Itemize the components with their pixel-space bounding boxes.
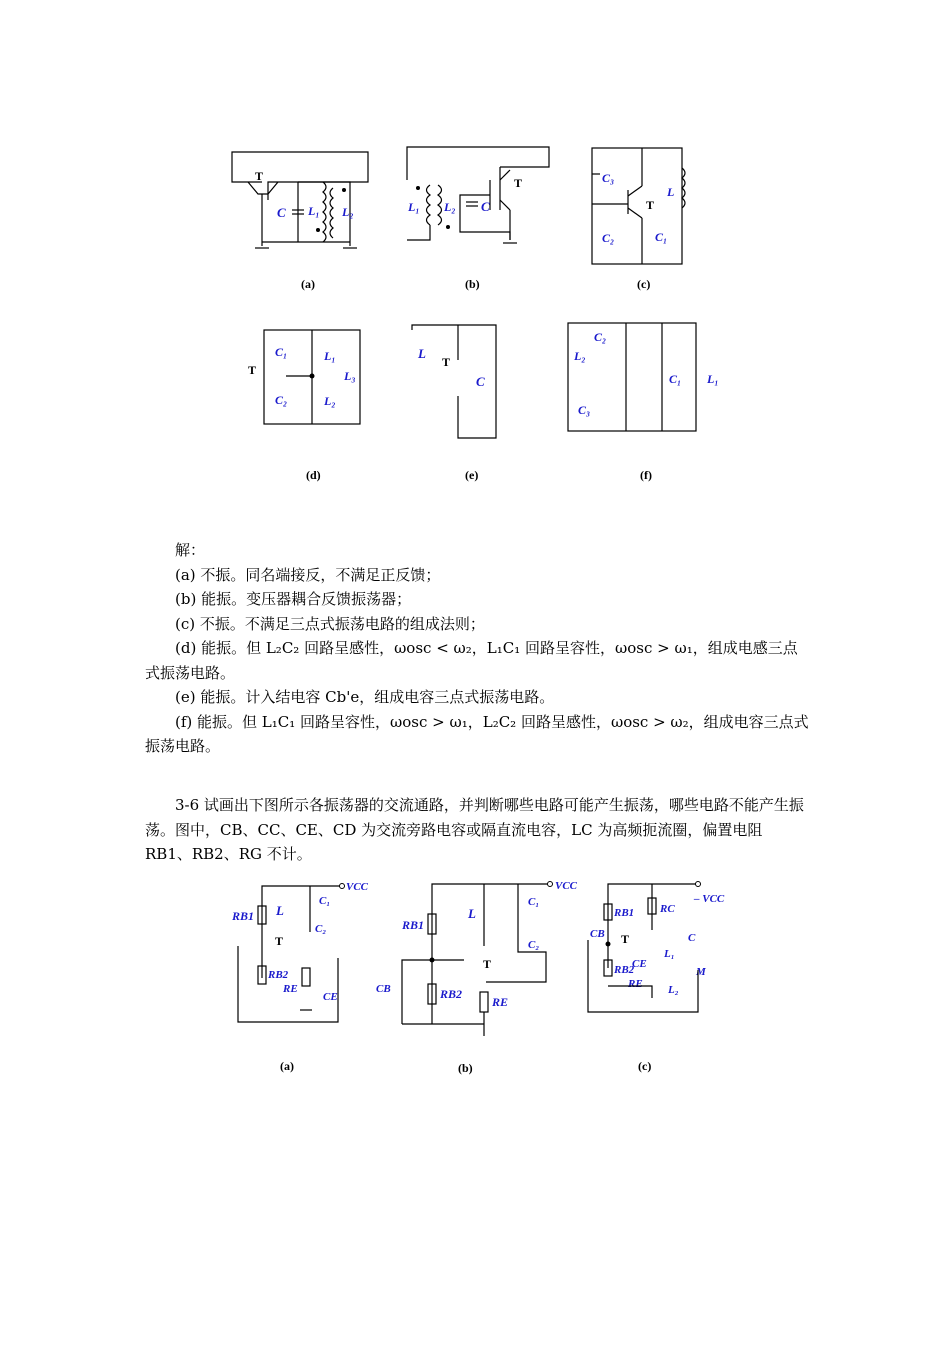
svg-text:C₃: C₃ xyxy=(578,403,591,417)
svg-text:L₁: L₁ xyxy=(308,204,320,218)
caption-d: (d) xyxy=(306,468,321,482)
solution-line-c: (c) 不振。不满足三点式振荡电路的组成法则； xyxy=(175,614,485,633)
svg-text:L: L xyxy=(667,185,675,199)
caption-2c: (c) xyxy=(638,1059,652,1073)
svg-text:C₂: C₂ xyxy=(602,231,615,245)
solution-line-f: (f) 能振。但 L₁C₁ 回路呈容性，ωosc > ω₁，L₂C₂ 回路呈感性，ωosc > ω₂，组成电容三点式振荡电路。 xyxy=(145,712,809,755)
problem-text: 3-6 试画出下图所示各振荡器的交流通路，并判断哪些电路可能产生振荡，哪些电路不能产生振荡。图中，CB、CC、CE、CD 为交流旁路电容或隔直流电容，LC 为高频扼流圈，偏置电阻 RB1、RB2、RG 不计。 xyxy=(145,796,804,863)
caption-a: (a) xyxy=(301,277,315,291)
svg-text:RB1: RB1 xyxy=(614,907,635,919)
figure-2-circuits xyxy=(0,860,952,1080)
svg-text:L₁: L₁ xyxy=(664,948,675,960)
svg-text:T: T xyxy=(255,169,264,183)
svg-text:C₃: C₃ xyxy=(602,171,615,185)
svg-text:– VCC: – VCC xyxy=(694,893,725,905)
svg-text:CE: CE xyxy=(323,991,338,1003)
svg-text:RE: RE xyxy=(492,995,509,1009)
svg-text:RB1: RB1 xyxy=(232,909,255,923)
circuit-b xyxy=(407,147,549,291)
circuit-2c xyxy=(588,882,725,1074)
svg-text:T: T xyxy=(621,932,630,946)
svg-text:RE: RE xyxy=(283,983,298,995)
svg-text:C₂: C₂ xyxy=(594,330,607,344)
svg-text:C₁: C₁ xyxy=(655,230,668,244)
svg-text:C₂: C₂ xyxy=(528,939,540,951)
solution-line-d: (d) 能振。但 L₂C₂ 回路呈感性，ωosc < ω₂，L₁C₁ 回路呈容性，ωosc > ω₁，组成电感三点式振荡电路。 xyxy=(145,639,798,682)
circuit-d xyxy=(248,330,360,482)
svg-text:L: L xyxy=(276,903,284,918)
solution-line-e: (e) 能振。计入结电容 Cb'e，组成电容三点式振荡电路。 xyxy=(175,688,555,706)
svg-text:C₂: C₂ xyxy=(275,393,288,407)
svg-text:T: T xyxy=(646,198,655,212)
caption-e: (e) xyxy=(465,468,479,482)
svg-text:RB2: RB2 xyxy=(614,964,635,976)
circuit-e xyxy=(412,325,496,482)
circuit-a xyxy=(232,152,368,291)
caption-b: (b) xyxy=(465,277,480,291)
solution-line-a: (a) 不振。同名端接反，不满足正反馈； xyxy=(175,565,441,584)
solution-heading: 解： xyxy=(175,541,206,559)
caption-2b: (b) xyxy=(458,1061,473,1075)
svg-text:RC: RC xyxy=(660,903,675,915)
solution-section xyxy=(145,538,810,759)
svg-text:C: C xyxy=(277,205,286,220)
svg-text:C₂: C₂ xyxy=(315,923,327,935)
caption-2a: (a) xyxy=(280,1059,294,1073)
svg-text:C: C xyxy=(481,199,490,214)
svg-text:L₁: L₁ xyxy=(707,372,719,386)
svg-text:RB1: RB1 xyxy=(402,918,425,932)
caption-c: (c) xyxy=(637,277,651,291)
svg-text:CB: CB xyxy=(590,928,605,940)
svg-text:C₁: C₁ xyxy=(275,345,288,359)
svg-text:CE: CE xyxy=(632,958,647,970)
svg-text:T: T xyxy=(442,355,451,369)
circuit-2b xyxy=(376,880,578,1075)
svg-text:L₂: L₂ xyxy=(574,349,586,363)
svg-text:C₁: C₁ xyxy=(319,895,331,907)
svg-text:RB2: RB2 xyxy=(268,969,289,981)
svg-text:RE: RE xyxy=(628,978,643,990)
svg-text:C: C xyxy=(476,374,485,389)
svg-text:L₁: L₁ xyxy=(324,349,336,363)
problem-section xyxy=(145,793,810,867)
svg-text:L: L xyxy=(418,346,426,361)
circuit-2a xyxy=(231,881,369,1073)
svg-text:C₁: C₁ xyxy=(528,896,540,908)
svg-text:L₃: L₃ xyxy=(344,369,356,383)
solution-line-b: (b) 能振。变压器耦合反馈振荡器； xyxy=(175,590,412,608)
svg-text:M: M xyxy=(696,966,706,978)
svg-text:T: T xyxy=(483,957,492,971)
svg-text:L₂: L₂ xyxy=(342,205,354,219)
svg-text:L₂: L₂ xyxy=(668,984,679,996)
svg-text:L₂: L₂ xyxy=(324,394,336,408)
svg-text:L₁: L₁ xyxy=(408,200,420,214)
svg-text:RB2: RB2 xyxy=(440,987,463,1001)
svg-text:CB: CB xyxy=(376,983,391,995)
caption-f: (f) xyxy=(640,468,652,482)
svg-text:C₁: C₁ xyxy=(669,372,682,386)
figure-1-circuits xyxy=(0,0,952,500)
circuit-c xyxy=(592,148,685,291)
svg-text:T: T xyxy=(248,363,257,377)
svg-text:VCC: VCC xyxy=(555,880,578,892)
svg-text:L₂: L₂ xyxy=(444,200,456,214)
svg-text:C: C xyxy=(688,932,696,944)
svg-text:T: T xyxy=(275,934,284,948)
svg-text:L: L xyxy=(468,906,476,921)
svg-text:T: T xyxy=(514,176,523,190)
circuit-f xyxy=(568,323,719,482)
svg-text:VCC: VCC xyxy=(346,881,369,893)
